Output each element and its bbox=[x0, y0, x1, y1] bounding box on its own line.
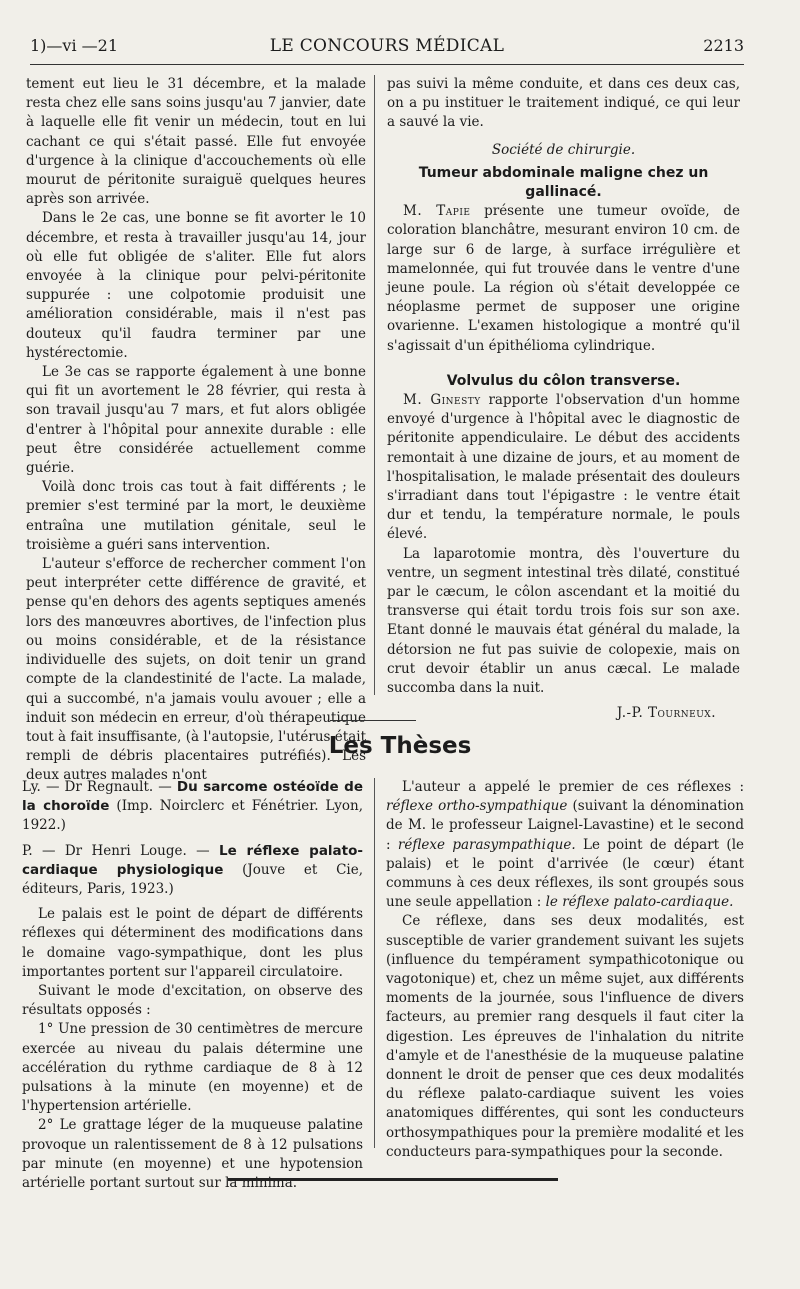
column-3 bbox=[22, 778, 363, 1193]
thesis-title: Le réflexe palato-cardiaque physiologique bbox=[22, 842, 363, 878]
author-name: M. Ginesty bbox=[403, 392, 481, 409]
paragraph: Le palais est le point de départ de différents réflexes qui déterminent des modifications dans le domaine vago-sympathique, dont les plus importantes portent sur l'appareil circulatoire. bbox=[22, 906, 363, 980]
journal-title: LE CONCOURS MÉDICAL bbox=[269, 36, 505, 56]
paragraph bbox=[386, 778, 744, 912]
paragraph: Voilà donc trois cas tout à fait différents ; le premier s'est terminé par la mort, le deuxième entraîna une mutilation génitale, seul le troisième a guéri sans intervention. bbox=[26, 479, 366, 553]
paragraph bbox=[387, 391, 740, 545]
term: réflexe parasympathique. bbox=[397, 836, 576, 853]
paragraph: 2° Le grattage léger de la muqueuse palatine provoque un ralentissement de 8 à 12 pulsations par minute (en moyenne) et une hypotension artérielle portant surtout sur la minima. bbox=[22, 1117, 363, 1192]
thesis-author: Ly. — Dr Regnault. — bbox=[22, 779, 177, 795]
paragraph: La laparotomie montra, dès l'ouverture du ventre, un segment intestinal très dilaté, constitué par le cæcum, le côlon ascendant et la moitié du transverse qui était tordu trois fois sur son axe. Etant donné le mauvais état général du malade, la détorsion ne fut pas suivie de colopexie, mais on crut devoir établir un anus cæcal. Le malade succomba dans la nuit. bbox=[387, 545, 740, 697]
paragraph: tement eut lieu le 31 décembre, et la malade resta chez elle sans soins jusqu'au 7 janvier, date à laquelle elle fit venir un médecin, tout en lui cachant ce qui s'était passé. Elle fut envoyée d'urgence à la clinique d'accouchements où elle mourut de péritonite suraiguë quelques heures après son arrivée. bbox=[26, 76, 366, 208]
thesis-title: Du sarcome ostéoïde de la choroïde bbox=[22, 779, 363, 815]
paragraph: Suivant le mode d'excitation, on observe des résultats opposés : bbox=[22, 983, 363, 1019]
paragraph bbox=[387, 202, 740, 356]
paragraph-text: présente une tumeur ovoïde, de coloration blanchâtre, mesurant environ 10 cm. de large sur 6 de large, à surface irrégulière et mamelonnée, qui fut trouvée dans le ventre d'une jeune poule. La région où s'était developpée ce néoplasme permet de supposer une origine ovarienne. L'examen histologique a montré qu'il s'agissait d'un épithélioma cylindrique. bbox=[387, 203, 740, 354]
paragraph: pas suivi la même conduite, et dans ces deux cas, on a pu instituer le traitement indiqué, ce qui leur a sauvé la vie. bbox=[387, 76, 740, 131]
term: le réflexe palato-cardiaque. bbox=[545, 894, 734, 911]
paragraph-text: Le point de départ (le palais) et le point d'arrivée (le cœur) étant communs à ces deux réflexes, ils sont groupés sous une seule appellation : bbox=[386, 836, 745, 911]
term: réflexe ortho-sympathique bbox=[386, 798, 568, 815]
end-rule bbox=[228, 1178, 558, 1181]
section-title: Les Thèses bbox=[328, 733, 472, 759]
paragraph: L'auteur s'efforce de rechercher comment l'on peut interpréter cette différence de gravité, et pense qu'en dehors des agents septiques amenés lors des manœuvres abortives, de l'infection plus ou moins considérable, et de la résistance individuelle des sujets, on doit tenir un grand compte de la clandestinité de l'acte. La malade, qui a succombé, n'a jamais voulu avouer ; elle a induit son médecin en erreur, d'où thérapeutique tout à fait insuffisante, (à l'autopsie, l'utérus était rempli de débris placentaires putréfiés). Les deux autres malades n'ont bbox=[26, 556, 366, 784]
column-4 bbox=[386, 778, 744, 1162]
paragraph-text: rapporte l'observation d'un homme envoyé d'urgence à l'hôpital avec le diagnostic de péritonite appendiculaire. Le début des accidents remontait à une dizaine de jours, et au moment de l'hospitalisation, le malade présentait des douleurs s'irradiant dans tout l'épigastre : le ventre était dur et tendu, la température normale, le pouls élevé. bbox=[387, 392, 740, 543]
column-divider bbox=[374, 778, 375, 1148]
paragraph-text: (suivant la dénomination de M. le professeur Laignel-Lavastine) et le second : bbox=[386, 798, 745, 853]
article-heading: Volvulus du côlon transverse. bbox=[446, 372, 681, 389]
paragraph: Ce réflexe, dans ses deux modalités, est susceptible de varier grandement suivant les sujets (influence du tempérament sympathicotonique ou vagotonique) et, chez un même sujet, aux différents moments de la journée, sous l'influence de divers facteurs, au premier rang desquels il faut citer la digestion. Les épreuves de l'inhalation du nitrite d'amyle et de l'anesthésie de la muqueuse palatine donnent le droit de penser que ces deux modalités du réflexe palato-cardiaque suivent les voies anatomiques différentes, qui sont les conducteurs orthosympathiques pour la première modalité et les conducteurs para-sympathiques pour la seconde. bbox=[386, 913, 744, 1160]
thesis-publisher: (Imp. Noirclerc et Fénétrier. Lyon, 1922.) bbox=[22, 798, 363, 834]
paragraph: 1° Une pression de 30 centimètres de mercure exercée au niveau du palais détermine une accélération du rythme cardiaque de 8 à 12 pulsations à la minute (en moyenne) et de l'hypertension artérielle. bbox=[22, 1021, 363, 1115]
paragraph-text: L'auteur a appelé le premier de ces réflexes : bbox=[402, 779, 744, 795]
section-rule bbox=[330, 720, 416, 721]
paragraph: Le 3e cas se rapporte également à une bonne qui fit un avortement le 28 février, qui resta à son travail jusqu'au 7 mars, et fut alors obligée d'entrer à l'hôpital pour annexite durable : elle peut être considérée actuellement comme guérie. bbox=[26, 364, 366, 477]
paragraph: Dans le 2e cas, une bonne se fit avorter le 10 décembre, et resta à travailler jusqu'au 14, jour où elle fut obligée de s'aliter. Elle fut alors envoyée à la clinique pour pelvi-péritonite suppurée : une colpotomie produisit une amélioration considérable, mais il n'est pas douteux qu'il faudra terminer par une hystérectomie. bbox=[26, 210, 366, 361]
column-divider bbox=[374, 75, 375, 695]
header-rule bbox=[30, 64, 744, 65]
signature: J.-P. Tourneux. bbox=[616, 705, 716, 722]
column-1 bbox=[26, 75, 366, 786]
thesis-publisher: (Jouve et Cie, éditeurs, Paris, 1923.) bbox=[22, 861, 363, 898]
society-heading: Société de chirurgie. bbox=[491, 141, 636, 158]
issue-date: 1)—vi —21 bbox=[30, 36, 119, 55]
author-name: M. Tapie bbox=[403, 203, 471, 220]
column-2 bbox=[387, 75, 740, 724]
page-number: 2213 bbox=[703, 36, 744, 55]
article-heading: Tumeur abdominale maligne chez un gallinacé. bbox=[418, 164, 709, 201]
page-header bbox=[30, 36, 744, 62]
thesis-reference bbox=[22, 778, 363, 836]
thesis-author: P. — Dr Henri Louge. — bbox=[22, 842, 220, 859]
thesis-reference bbox=[22, 842, 363, 900]
